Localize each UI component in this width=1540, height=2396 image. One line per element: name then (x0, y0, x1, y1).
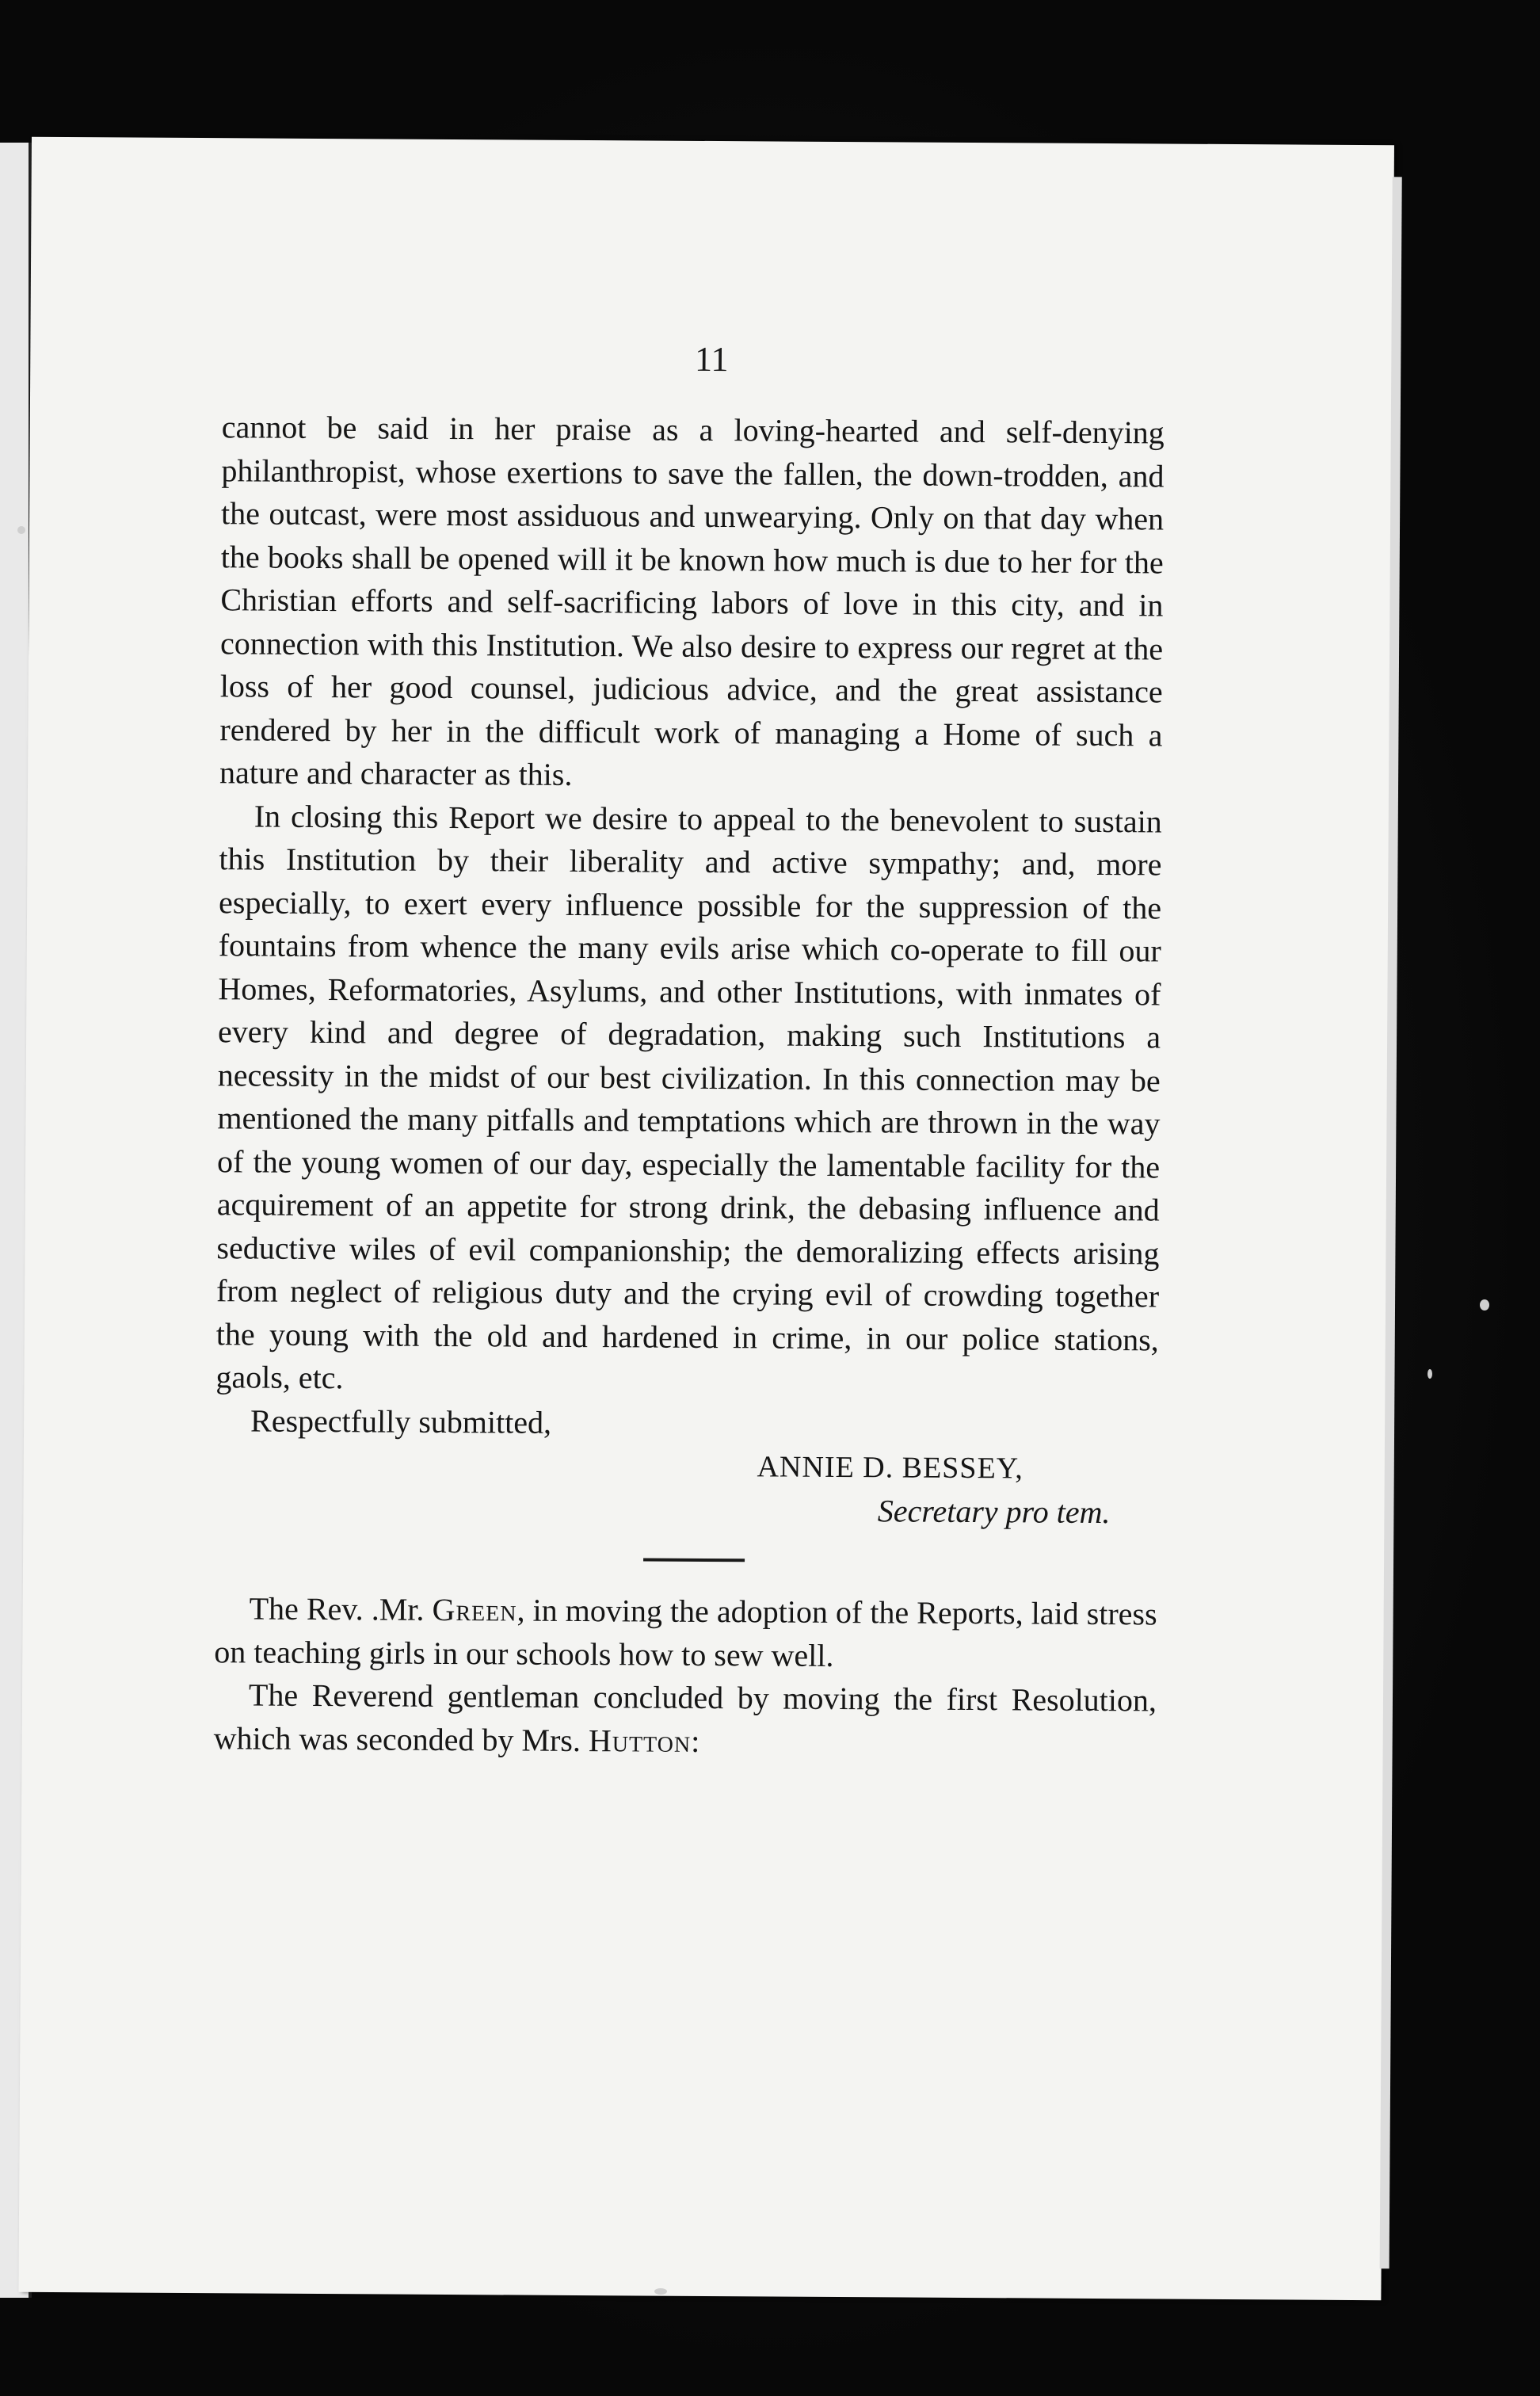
signer-title: Secretary pro tem. (877, 1492, 1111, 1530)
paragraph-appeal: In closing this Report we desire to appeal to the benevolent to sustain this Institution by their liberality and active sympathy; and, more especially, to exert every influence possible for the suppression of the fountains from whence the many evils arise which co-operate to fill our Homes, Reformatories, Asylums, and other Institutions, with inmates of every kind and degree of degradation, making such Institutions a necessity in the midst of our best civilization. In this connection may be mentioned the many pitfalls and temptations which are thrown in the way of the young women of our day, especially the lamentable facility for the acquirement of an appetite for strong drink, the debasing influence and seductive wiles of evil companionship; the demoralizing effects arising from neglect of religious duty and the crying evil of crowding together the young with the old and hardened in crime, in our police stations, gaols, etc. (215, 797, 1162, 1396)
page-body (214, 406, 1165, 1765)
dust-speck (17, 526, 25, 534)
paragraph-green-motion (214, 1587, 1157, 1679)
dust-speck (654, 2288, 667, 2295)
speaker-name-green: Green (432, 1591, 517, 1628)
resolution-text-end: : (691, 1723, 700, 1759)
motion-text-start: The Rev. .Mr. (249, 1590, 433, 1627)
dust-speck (1480, 1299, 1489, 1311)
seconder-name-hutton: Hutton (588, 1722, 692, 1759)
motion-text-end: , in moving the adoption of the Reports, laid stress on teaching girls in our schools how to sew well. (214, 1592, 1157, 1673)
paragraph-resolution (214, 1673, 1157, 1765)
dust-speck (1428, 1369, 1432, 1379)
section-divider (643, 1558, 745, 1562)
page-number: 11 (694, 339, 729, 380)
book-page (18, 137, 1394, 2300)
paragraph-tribute: cannot be said in her praise as a loving-hearted and self-denying philanthropist, whose exertions to save the fallen, the down-trodden, and the outcast, were most assiduous and unwearying. Only on that day when the books shall be opened will it be known how much is due to her for the Christian efforts and self-sacrificing labors of love in this city, and in connection with this Institution. We also desire to express our regret at the loss of her good counsel, judicious advice, and the great assistance rendered by her in the difficult work of managing a Home of such a nature and character as this. (219, 409, 1165, 792)
closing-line: Respectfully submitted, (250, 1402, 552, 1440)
resolution-text-start: The Reverend gentleman concluded by moving the first Resolution, which was seconded by Mrs. (213, 1677, 1157, 1758)
signer-name: ANNIE D. BESSEY, (757, 1450, 1023, 1486)
